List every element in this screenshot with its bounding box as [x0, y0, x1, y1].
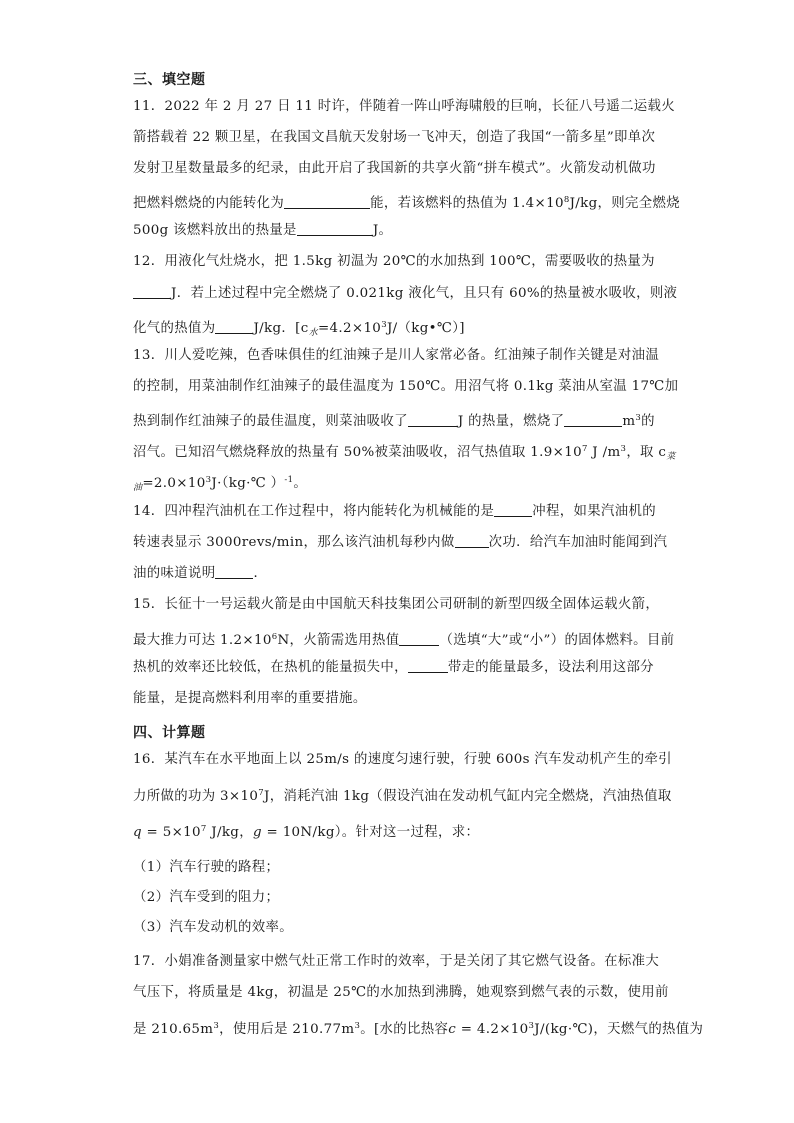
q17-text: = 4.2×10 [456, 1022, 529, 1037]
q12-text: =4.2×10 [317, 321, 382, 336]
exponent: -1 [284, 475, 294, 485]
q16-subquestion-3: （3）汽车发动机的效率。 [133, 920, 294, 935]
exponent: 7 [258, 788, 264, 798]
q14-text: 油的味道说明 [133, 566, 216, 581]
q16-line-3 [133, 819, 673, 843]
q13-text: 的 [641, 414, 655, 429]
q14-line-1 [133, 502, 673, 522]
section-title-fill-blank: 三、填空题 [133, 72, 206, 88]
q16-text: 力所做的功为 3×10 [133, 789, 259, 804]
answer-blank[interactable] [215, 320, 253, 334]
answer-blank[interactable] [564, 413, 622, 427]
math-var-c: c [448, 1022, 457, 1037]
exponent: 6 [271, 632, 278, 642]
q13-text: 。 [293, 476, 308, 491]
q14-text: 冲程，如果汽油机的 [532, 504, 656, 519]
q14-text: 14．四冲程汽油机在工作过程中，将内能转化为机械能的是 [133, 504, 495, 519]
q11-line-1: 11．2022 年 2 月 27 日 11 时许，伴随着一阵山呼海啸般的巨响，长征八号遥二运载火 [133, 99, 676, 114]
q15-line-2 [133, 627, 673, 651]
q14-text: ． [253, 566, 268, 581]
q15-text: 最大推力可达 1.2×10 [133, 633, 272, 648]
q11-line-4 [133, 190, 681, 214]
q12-text: 化气的热值为 [133, 321, 216, 336]
q17-text: 是 210.65m [133, 1022, 214, 1037]
q13-line-4 [133, 439, 676, 467]
section-title-calculation: 四、计算题 [133, 725, 206, 741]
q16-text: = 10N/kg [261, 825, 335, 840]
q14-line-2 [133, 533, 673, 553]
q14-line-3 [133, 564, 673, 584]
subscript: 水 [308, 328, 318, 338]
q16-line-2 [133, 783, 673, 807]
q11-text: 能，若该燃料的热值为 1.4×10 [370, 196, 564, 211]
q16-text: ）。针对这一过程，求： [334, 825, 480, 840]
q11-line-2: 箭搭载着 22 颗卫星，在我国文昌航天发射场一飞冲天，创造了我国“一箭多星”即单次 [133, 130, 656, 145]
answer-blank[interactable] [408, 659, 448, 673]
math-var-g: g [252, 825, 262, 840]
q17-text: J/(kg·℃) [534, 1022, 594, 1037]
exponent: 3 [635, 413, 642, 423]
q16-text: J，消耗汽油 1kg（假设汽油在发动机气缸内完全燃烧，汽油热值取 [264, 789, 672, 804]
answer-blank[interactable] [284, 195, 370, 209]
exponent: 8 [563, 195, 570, 205]
q17-text: ，使用后是 210.77m [219, 1022, 355, 1037]
q15-text: 带走的能量最多，设法利用这部分 [447, 660, 654, 675]
q13-text: J·（kg·℃ ） [211, 476, 285, 491]
q17-line-1: 17．小娟准备测量家中燃气灶正常工作时的效率，于是关闭了其它燃气设备。在标准大 [133, 954, 660, 969]
q13-line-3 [133, 408, 673, 432]
q13-text: 沼气。已知沼气燃烧释放的热量有 50%被菜油吸收，沼气热值取 1.9×10 [133, 445, 582, 460]
answer-blank[interactable] [133, 285, 171, 299]
q15-text: N，火箭需选用热值 [277, 633, 400, 648]
answer-blank[interactable] [408, 413, 458, 427]
exponent: 3 [381, 320, 387, 330]
q16-subquestion-2: （2）汽车受到的阻力； [133, 890, 280, 905]
q13-text: m [622, 414, 636, 429]
q12-text: J．若上述过程中完全燃烧了 0.021kg 液化气，且只有 60%的热量被水吸收，则液 [171, 286, 678, 301]
exponent: 3 [205, 475, 212, 485]
exponent: 7 [200, 824, 207, 834]
q13-text: J /m [587, 445, 621, 460]
q12-line-3 [133, 315, 673, 343]
q16-text: = 5×10 [141, 825, 201, 840]
q12-text: J/kg．[c [253, 321, 309, 336]
q12-text: J/（kg•℃）] [386, 321, 465, 336]
q17-line-2: 气压下，将质量是 4kg，初温是 25℃的水加热到沸腾，她观察到燃气表的示数，使用前 [133, 985, 669, 1000]
q15-line-4: 能量，是提高燃料利用率的重要措施。 [133, 691, 367, 706]
exponent: 3 [620, 444, 627, 454]
q16-line-1: 16．某汽车在水平地面上以 25m/s 的速度匀速行驶，行驶 600s 汽车发动机产生的牵引 [133, 752, 672, 767]
q15-text: （选填“大”或“小”）的固体燃料。目前 [439, 633, 675, 648]
q13-text: 热到制作红油辣子的最佳温度，则菜油吸收了 [133, 414, 408, 429]
q16-subquestion-1: （1）汽车行驶的路程； [133, 860, 280, 875]
exponent: 3 [528, 1021, 535, 1031]
exponent: 3 [354, 1021, 361, 1031]
q11-line-3: 发射卫星数量最多的纪录，由此开启了我国新的共享火箭“拼车模式”。火箭发动机做功 [133, 161, 656, 176]
q13-text: J 的热量，燃烧了 [457, 414, 565, 429]
q13-line-5 [133, 470, 673, 498]
q13-line-1: 13．川人爱吃辣，色香味俱佳的红油辣子是川人家常必备。红油辣子制作关键是对油温 [133, 348, 660, 363]
answer-blank[interactable] [455, 534, 489, 548]
answer-blank[interactable] [494, 503, 532, 517]
q15-line-3 [133, 658, 673, 678]
q13-text: ，取 c [626, 445, 667, 460]
q14-text: 转速表显示 3000revs/min，那么该汽油机每秒内做 [133, 535, 455, 550]
q11-line-5 [133, 221, 673, 241]
q16-text: ， [239, 825, 253, 840]
exponent: 3 [213, 1021, 220, 1031]
q11-text: J/kg，则完全燃烧 [569, 196, 681, 211]
q16-text: J/kg [206, 825, 240, 840]
q17-text: 。[水的比热容 [360, 1022, 449, 1037]
subscript: 油 [133, 483, 143, 493]
q15-line-1: 15．长征十一号运载火箭是由中国航天科技集团公司研制的新型四级全固体运载火箭， [133, 597, 660, 612]
exponent: 7 [581, 444, 588, 454]
answer-blank[interactable] [215, 565, 253, 579]
q17-line-3 [133, 1016, 704, 1040]
q11-text: 把燃料燃烧的内能转化为 [133, 196, 285, 211]
q14-text: 次功．给汽车加油时能闻到汽 [488, 535, 668, 550]
math-var-q: q [133, 825, 142, 840]
q11-text: 500g 该燃料放出的热量是 [133, 223, 297, 238]
answer-blank[interactable] [399, 632, 439, 646]
q11-text: J。 [372, 223, 393, 238]
q15-text: 热机的效率还比较低，在热机的能量损失中， [133, 660, 408, 675]
q17-text: ，天燃气的热值为 [593, 1022, 704, 1037]
q13-line-2: 的控制，用菜油制作红油辣子的最佳温度为 150℃。用沼气将 0.1kg 菜油从室温 17℃加 [133, 379, 679, 394]
q12-line-2 [133, 284, 678, 304]
subscript: 菜 [666, 452, 676, 462]
answer-blank[interactable] [297, 222, 373, 236]
q13-text: =2.0×10 [142, 476, 206, 491]
q12-line-1: 12．用液化气灶烧水，把 1.5kg 初温为 20℃的水加热到 100℃，需要吸收的热量为 [133, 254, 655, 269]
